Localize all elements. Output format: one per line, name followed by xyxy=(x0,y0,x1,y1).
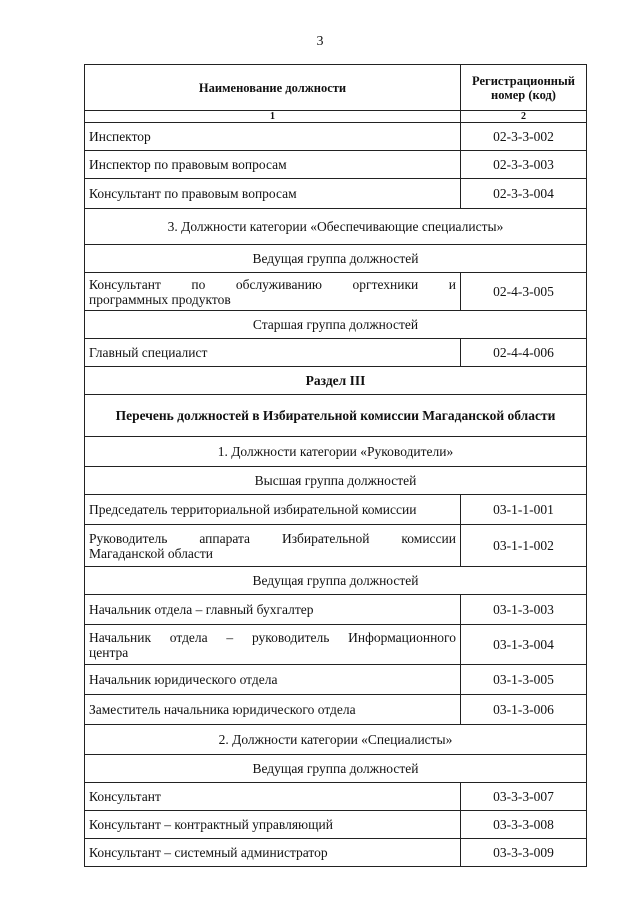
section-title-row xyxy=(85,395,587,437)
position-name: Консультант – контрактный управляющий xyxy=(85,811,461,839)
category-heading: 2. Должности категории «Специалисты» xyxy=(85,725,587,755)
table-row xyxy=(85,695,587,725)
group-heading: Высшая группа должностей xyxy=(85,467,587,495)
table-row xyxy=(85,595,587,625)
position-code: 03-1-3-005 xyxy=(461,665,587,695)
position-name-line: Консультант по обслуживанию оргтехники и xyxy=(89,276,456,292)
position-code: 02-3-3-004 xyxy=(461,179,587,209)
table-row xyxy=(85,123,587,151)
position-name-line: программных продуктов xyxy=(89,291,231,307)
position-name: Главный специалист xyxy=(85,339,461,367)
position-name: Председатель территориальной избирательной комиссии xyxy=(85,495,461,525)
position-code: 03-1-1-001 xyxy=(461,495,587,525)
column-header-registration-code: Регистрационный номер (код) xyxy=(461,65,587,111)
table-row xyxy=(85,495,587,525)
position-name: Инспектор по правовым вопросам xyxy=(85,151,461,179)
position-name-line: Руководитель аппарата Избирательной комиссии xyxy=(89,530,456,546)
position-code: 03-1-3-004 xyxy=(461,625,587,665)
column-number-1: 1 xyxy=(85,111,461,123)
position-name: Консультант – системный администратор xyxy=(85,839,461,867)
table-header-row xyxy=(85,65,587,111)
group-heading: Ведущая группа должностей xyxy=(85,755,587,783)
table-row xyxy=(85,273,587,311)
section-heading: Раздел III xyxy=(85,367,587,395)
position-code: 02-3-3-003 xyxy=(461,151,587,179)
position-code: 03-1-1-002 xyxy=(461,525,587,567)
category-row xyxy=(85,209,587,245)
table-row xyxy=(85,811,587,839)
position-name-line: центра xyxy=(89,644,129,660)
group-row xyxy=(85,311,587,339)
section-row xyxy=(85,367,587,395)
table-row xyxy=(85,339,587,367)
table-row xyxy=(85,151,587,179)
table-row xyxy=(85,783,587,811)
group-heading: Старшая группа должностей xyxy=(85,311,587,339)
position-code: 03-1-3-006 xyxy=(461,695,587,725)
category-heading: 1. Должности категории «Руководители» xyxy=(85,437,587,467)
position-code: 02-4-3-005 xyxy=(461,273,587,311)
position-code: 03-1-3-003 xyxy=(461,595,587,625)
position-code: 03-3-3-007 xyxy=(461,783,587,811)
category-row xyxy=(85,725,587,755)
table-row xyxy=(85,839,587,867)
section-title: Перечень должностей в Избирательной комиссии Магаданской области xyxy=(85,395,587,437)
page-number: 3 xyxy=(316,34,324,49)
group-heading: Ведущая группа должностей xyxy=(85,245,587,273)
position-code: 03-3-3-008 xyxy=(461,811,587,839)
position-code: 03-3-3-009 xyxy=(461,839,587,867)
position-name: Начальник отдела – главный бухгалтер xyxy=(85,595,461,625)
table-row xyxy=(85,179,587,209)
position-name-line: Начальник отдела – руководитель Информационного xyxy=(89,629,456,645)
category-heading: 3. Должности категории «Обеспечивающие специалисты» xyxy=(85,209,587,245)
position-name: Инспектор xyxy=(85,123,461,151)
position-code: 02-3-3-002 xyxy=(461,123,587,151)
position-name: Заместитель начальника юридического отдела xyxy=(85,695,461,725)
group-row xyxy=(85,567,587,595)
group-heading: Ведущая группа должностей xyxy=(85,567,587,595)
position-name xyxy=(85,525,461,567)
position-name: Начальник юридического отдела xyxy=(85,665,461,695)
column-number-2: 2 xyxy=(461,111,587,123)
position-name: Консультант xyxy=(85,783,461,811)
position-name: Консультант по правовым вопросам xyxy=(85,179,461,209)
position-name-line: Магаданской области xyxy=(89,545,213,561)
position-code: 02-4-4-006 xyxy=(461,339,587,367)
group-row xyxy=(85,755,587,783)
positions-table xyxy=(84,64,587,867)
category-row xyxy=(85,437,587,467)
position-name xyxy=(85,273,461,311)
group-row xyxy=(85,245,587,273)
column-header-position-name: Наименование должности xyxy=(85,65,461,111)
column-numbers-row xyxy=(85,111,587,123)
table-row xyxy=(85,665,587,695)
position-name xyxy=(85,625,461,665)
table-row xyxy=(85,625,587,665)
table-row xyxy=(85,525,587,567)
group-row xyxy=(85,467,587,495)
